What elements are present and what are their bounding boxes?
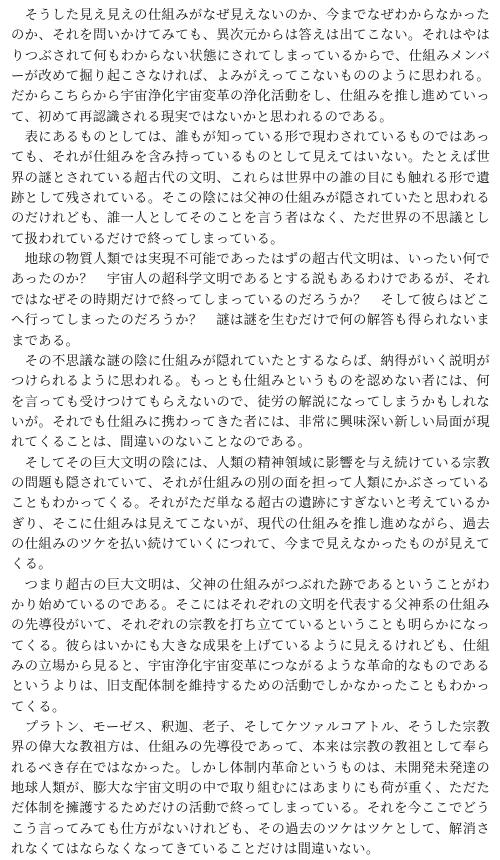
paragraph-5: そしてその巨大文明の陰には、人類の精神領域に影響を与え続けている宗教の問題も隠されていて、それが仕組みの別の面を担って人類にかぶさっていることもわかってくる。それがただ単なる超古の遺跡にすぎないと考えているかぎり、そこに仕組みは見えてこないが、現代の仕組みを推し進めながら、過去の仕組みのツケを払い続けていくにつれて、今まで見えなかったものが見えてくる。 <box>11 455 490 573</box>
paragraph-2: 表にあるものとしては、誰もが知っている形で現わされているものではあっても、それが仕組みを含み持っているものとして見えてはいない。たとえば世界の謎とされている超古代の文明、これらは世界中の誰の目にも触れる形で遺跡として残されている。そこの陰には父神の仕組みが隠されていたと思われるのだけれども、誰一人としてそのことを言う者はなく、ただ世界の不思議として扱われているだけで終ってしまっている。 <box>11 130 490 247</box>
paragraph-1: そうした見え見えの仕組みがなぜ見えないのか、今までなぜわからなかったのか、それを問いかけてみても、異次元からは答えは出てこない。それはやはりつぶされて何もわからない状態にされてしまっているからで、仕組みメンバーが改めて掘り起こさなければ、よみがえってこないもののように思われる。だからこちらから宇宙浄化宇宙変革の浄化活動をし、仕組みを推し進めていって、初めて再認識される現実ではないかと思われるのである。 <box>11 8 490 125</box>
paragraph-7: プラトン、モーゼス、釈迦、老子、そしてケツァルコアトル、そうした宗教界の偉大な教祖方は、仕組みの先導役であって、本来は宗教の教祖として奉られるべき存在ではなかった。しかし体制内革命というものは、未開発未発達の地球人類が、膨大な宇宙文明の中で取り組むにはあまりにも荷が重く、ただただ体制を擁護するためだけの活動で終ってしまっている。それを今ここでどうこう言ってみても仕方がないけれども、その過去のツケはツケとして、解消されなくてはならなくなってきていることだけは間違いない。 <box>11 720 490 858</box>
paragraph-4: その不思議な謎の陰に仕組みが隠れていたとするならば、納得がいく説明がつけられるように思われる。もっとも仕組みというものを認めない者には、何を言っても受けつけてもらえないので、徒労の解説になってしまうかもしれないが。それでも仕組みに携わってきた者には、非常に興味深い新しい局面が現れてくることは、間違いのないことなのである。 <box>11 353 490 451</box>
paragraph-3: 地球の物質人類では実現不可能であったはずの超古代文明は、いったい何であったのか？ 宇宙人の超科学文明であるとする説もあるわけであるが、それではなぜその時期だけで終ってしまっているのだろうか？ そして彼らはどこへ行ってしまったのだろうか？ 謎は謎を生むだけで何の解答も得られないままである。 <box>11 252 490 349</box>
paragraph-6: つまり超古の巨大文明は、父神の仕組みがつぶれた跡であるということがわかり始めているのである。そこにはそれぞれの文明を代表する父神系の仕組みの先導役がいて、それぞれの宗教を打ち立てているということも明らかになってくる。彼らはいかにも大きな成果を上げているように見えるけれども、仕組みの立場から見ると、宇宙浄化宇宙変革につながるような革命的なものであるというよりは、旧支配体制を維持するための活動でしかなかったこともわかってくる。 <box>11 577 490 715</box>
